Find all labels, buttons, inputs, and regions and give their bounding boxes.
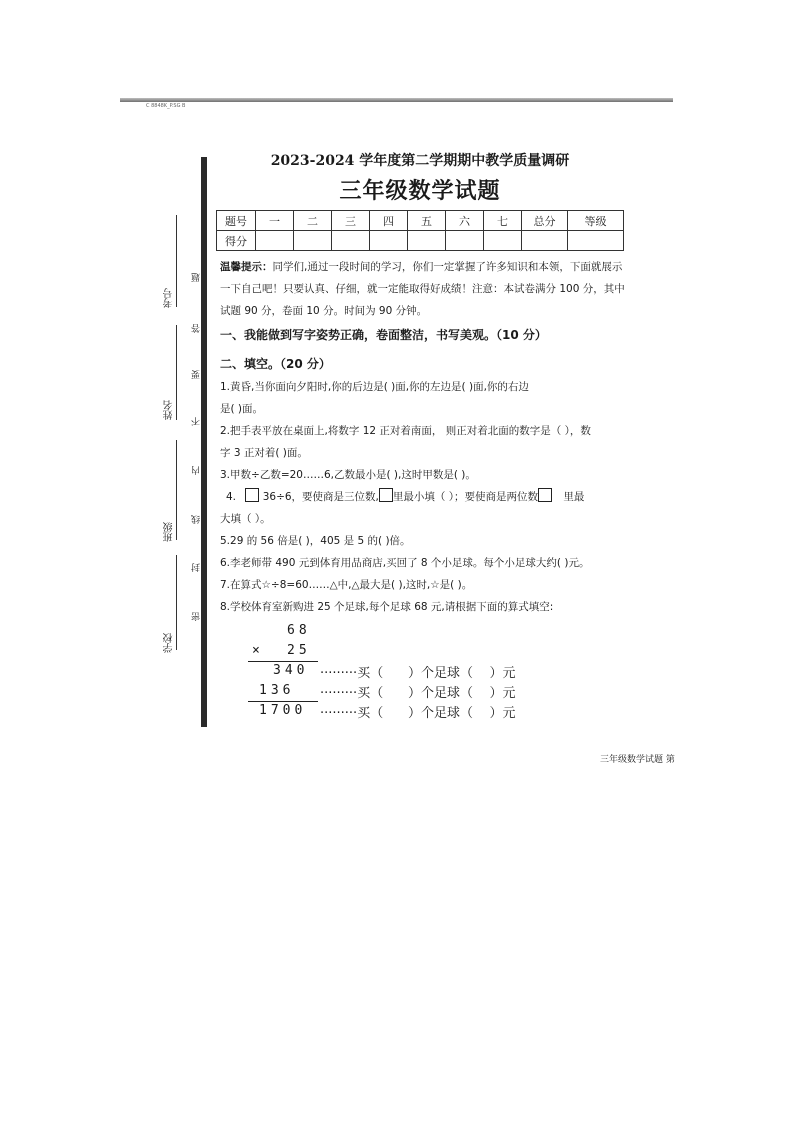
seal-char: 答	[192, 324, 202, 333]
question-4-text-b: 里最小填（ ）；要使商是两位数	[392, 491, 538, 503]
score-header-cell: 七	[484, 211, 522, 231]
score-header-cell: 题号	[217, 211, 256, 231]
question-7: 7.在算式☆÷8=60……△中,△最大是( ),这时,☆是( )。	[220, 579, 473, 591]
question-8: 8.学校体育室新购进 25 个足球,每个足球 68 元,请根据下面的算式填空:	[220, 601, 554, 613]
question-1-line-1: 1.黄昏,当你面向夕阳时,你的后边是( )面,你的左边是( )面,你的右边	[220, 381, 529, 393]
calc-partial-1: 340	[273, 663, 309, 678]
question-4-line-1	[220, 486, 632, 508]
blank-box-icon[interactable]	[245, 488, 259, 502]
seal-char: 题	[192, 273, 202, 282]
calc-rule	[248, 661, 318, 662]
calc-tail-2: ·········买（ ）个足球（ ）元	[320, 686, 516, 701]
seal-char: 密	[192, 612, 202, 621]
question-4-number: 4.	[226, 491, 237, 503]
scan-edge	[120, 98, 673, 102]
class-line	[176, 440, 177, 540]
question-2-line-2: 字 3 正对着( )面。	[220, 447, 308, 459]
score-header-cell: 四	[370, 211, 408, 231]
question-3: 3.甲数÷乙数=20……6,乙数最小是( ),这时甲数是( )。	[220, 469, 476, 481]
score-input-cell[interactable]	[256, 231, 294, 251]
score-input-cell[interactable]	[568, 231, 624, 251]
question-4-text-a: 36÷6，要使商是三位数,	[262, 491, 379, 503]
scan-code: C 8848K_P.SG B	[146, 103, 186, 109]
question-4-text-c: 里最	[563, 491, 585, 503]
seal-char: 不	[192, 417, 202, 426]
score-table-score-row	[217, 231, 624, 251]
score-header-cell: 六	[446, 211, 484, 231]
question-1-line-2: 是( )面。	[220, 403, 264, 415]
score-table-header-row	[217, 211, 624, 231]
score-input-cell[interactable]	[446, 231, 484, 251]
exam-number-line	[176, 215, 177, 307]
calc-multiplicand: 68	[287, 623, 311, 638]
score-header-cell: 总分	[522, 211, 568, 231]
score-row-label: 得分	[217, 231, 256, 251]
section-1-heading: 一、我能做到写字姿势正确，卷面整洁，书写美观。（10 分）	[220, 328, 547, 342]
class-label: 班级	[164, 522, 175, 542]
binding-rule	[201, 157, 207, 727]
name-line	[176, 325, 177, 420]
calc-rule	[248, 701, 318, 702]
score-header-cell: 五	[408, 211, 446, 231]
score-input-cell[interactable]	[408, 231, 446, 251]
question-4-line-2: 大填（ ）。	[220, 513, 271, 525]
question-6: 6.李老师带 490 元到体育用品商店,买回了 8 个小足球。每个小足球大约( )元。	[220, 557, 590, 569]
calc-tail-3: ·········买（ ）个足球（ ）元	[320, 706, 516, 721]
school-label: 学校	[164, 633, 175, 653]
seal-char: 要	[192, 370, 202, 379]
tips-text: 同学们,通过一段时间的学习，你们一定掌握了许多知识和本领，下面就展示一下自己吧！只要认真、仔细，就一定能取得好成绩！注意：本试卷满分 100 分，其中试题 90 分，卷面 10 分。时间为 90 分钟。	[220, 261, 625, 317]
exam-title: 三年级数学试题	[339, 178, 501, 204]
section-2-heading: 二、填空。（20 分）	[220, 357, 331, 371]
exam-subtitle: 2023-2024 学年度第二学期期中教学质量调研	[270, 153, 570, 169]
calc-tail-1: ·········买（ ）个足球（ ）元	[320, 666, 516, 681]
score-header-cell: 二	[294, 211, 332, 231]
calc-times-sign: ×	[252, 643, 264, 658]
score-input-cell[interactable]	[484, 231, 522, 251]
calc-multiplier: 25	[287, 643, 311, 658]
question-5: 5.29 的 56 倍是( )，405 是 5 的( )倍。	[220, 535, 411, 547]
score-table	[216, 210, 624, 251]
score-header-cell: 一	[256, 211, 294, 231]
exam-number-label: 考号	[164, 288, 175, 308]
calc-partial-2: 136	[259, 683, 295, 698]
school-line	[176, 555, 177, 650]
score-input-cell[interactable]	[522, 231, 568, 251]
score-header-cell: 三	[332, 211, 370, 231]
score-input-cell[interactable]	[294, 231, 332, 251]
tips-paragraph	[220, 256, 630, 322]
blank-box-icon[interactable]	[538, 488, 552, 502]
page-footer: 三年级数学试题 第	[600, 755, 675, 765]
name-label: 姓名	[164, 400, 175, 420]
seal-char: 封	[192, 563, 202, 572]
question-2-line-1: 2.把手表平放在桌面上,将数字 12 正对着南面， 则正对着北面的数字是（ ），数	[220, 425, 591, 437]
score-input-cell[interactable]	[370, 231, 408, 251]
tips-label: 温馨提示：	[220, 261, 273, 273]
calc-product: 1700	[259, 703, 307, 718]
score-header-cell: 等级	[568, 211, 624, 231]
seal-char: 内	[192, 466, 202, 475]
score-input-cell[interactable]	[332, 231, 370, 251]
seal-char: 线	[192, 515, 202, 524]
blank-box-icon[interactable]	[379, 488, 393, 502]
